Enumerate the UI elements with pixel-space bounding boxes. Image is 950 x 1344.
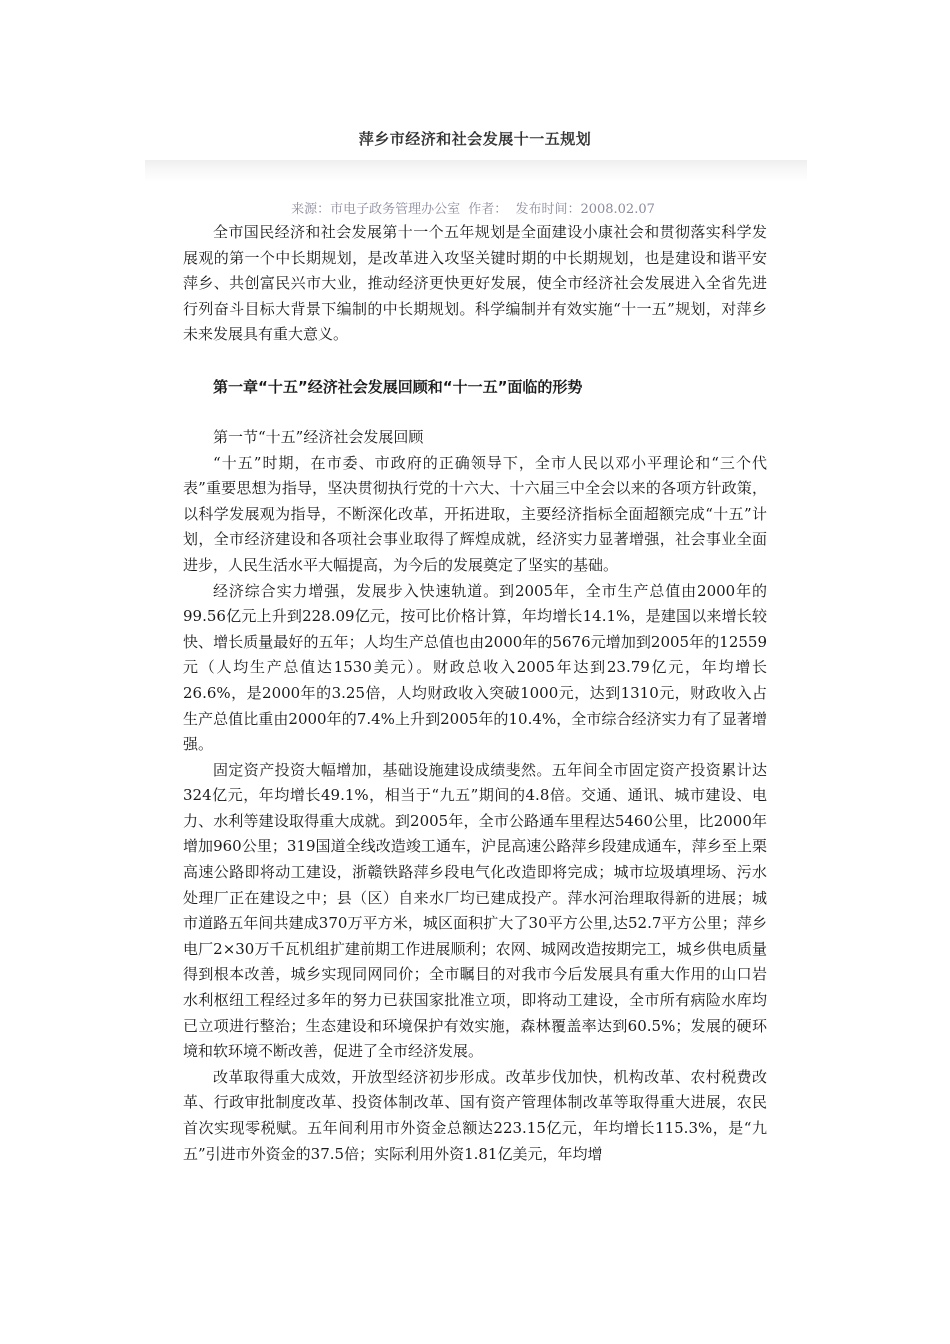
meta-source: 来源：市电子政务管理办公室 (291, 202, 461, 217)
section-heading: 第一节“十五”经济社会发展回顾 (213, 427, 424, 446)
body-paragraph: “十五”时期，在市委、市政府的正确领导下，全市人民以邓小平理论和“三个代表”重要思想为指导，坚决贯彻执行党的十六大、十六届三中全会以来的各项方针政策，以科学发展观为指导，不断深化改革，开拓进取，主要经济指标全面超额完成“十五”计划，全市经济建设和各项社会事业取得了辉煌成就，经济实力显著增强，社会事业全面进步，人民生活水平大幅提高，为今后的发展奠定了坚实的基础。 (183, 453, 767, 574)
meta-date: 发布时间：2008.02.07 (515, 202, 655, 217)
title-divider (145, 160, 807, 182)
article-meta (0, 198, 950, 217)
meta-author: 作者： (468, 202, 508, 217)
body-paragraph: 改革取得重大成效，开放型经济初步形成。改革步伐加快，机构改革、农村税费改革、行政审批制度改革、投资体制改革、国有资产管理体制改革等取得重大进展，农民首次实现零税赋。五年间利用市外资金总额达223.15亿元，年均增长115.3%，是“九五”引进市外资金的37.5倍；实际利用外资1.81亿美元，年均增 (183, 1067, 767, 1163)
chapter-heading: 第一章“十五”经济社会发展回顾和“十一五”面临的形势 (213, 377, 583, 396)
intro-paragraph: 全市国民经济和社会发展第十一个五年规划是全面建设小康社会和贯彻落实科学发展观的第一个中长期规划，是改革进入攻坚关键时期的中长期规划，也是建设和谐平安萍乡、共创富民兴市大业，推动经济更快更好发展，使全市经济社会发展进入全省先进行列奋斗目标大背景下编制的中长期规划。科学编制并有效实施“十一五”规划，对萍乡未来发展具有重大意义。 (183, 223, 767, 344)
body-paragraph: 经济综合实力增强，发展步入快速轨道。到2005年，全市生产总值由2000年的99.56亿元上升到228.09亿元，按可比价格计算，年均增长14.1%，是建国以来增长较快、增长质量最好的五年；人均生产总值也由2000年的5676元增加到2005年的12559元（人均生产总值达1530美元）。财政总收入2005年达到23.79亿元，年均增长26.6%，是2000年的3.25倍，人均财政收入突破1000元，达到1310元，财政收入占生产总值比重由2000年的7.4%上升到2005年的10.4%，全市综合经济实力有了显著增强。 (183, 581, 767, 754)
article-body (183, 220, 767, 1167)
page-title: 萍乡市经济和社会发展十一五规划 (358, 130, 592, 148)
body-paragraph: 固定资产投资大幅增加，基础设施建设成绩斐然。五年间全市固定资产投资累计达324亿元，年均增长49.1%，相当于“九五”期间的4.8倍。交通、通讯、城市建设、电力、水利等建设取得重大成就。到2005年，全市公路通车里程达5460公里，比2000年增加960公里；319国道全线改造竣工通车，沪昆高速公路萍乡段建成通车，萍乡至上栗高速公路即将动工建设，浙赣铁路萍乡段电气化改造即将完成；城市垃圾填埋场、污水处理厂正在建设之中；县（区）自来水厂均已建成投产。萍水河治理取得新的进展；城市道路五年间共建成370万平方米，城区面积扩大了30平方公里,达52.7平方公里；萍乡电厂2×30万千瓦机组扩建前期工作进展顺利；农网、城网改造按期完工，城乡供电质量得到根本改善，城乡实现同网同价；全市瞩目的对我市今后发展具有重大作用的山口岩水利枢纽工程经过多年的努力已获国家批准立项，即将动工建设，全市所有病险水库均已立项进行整治；生态建设和环境保护有效实施，森林覆盖率达到60.5%；发展的硬环境和软环境不断改善，促进了全市经济发展。 (183, 760, 767, 1061)
